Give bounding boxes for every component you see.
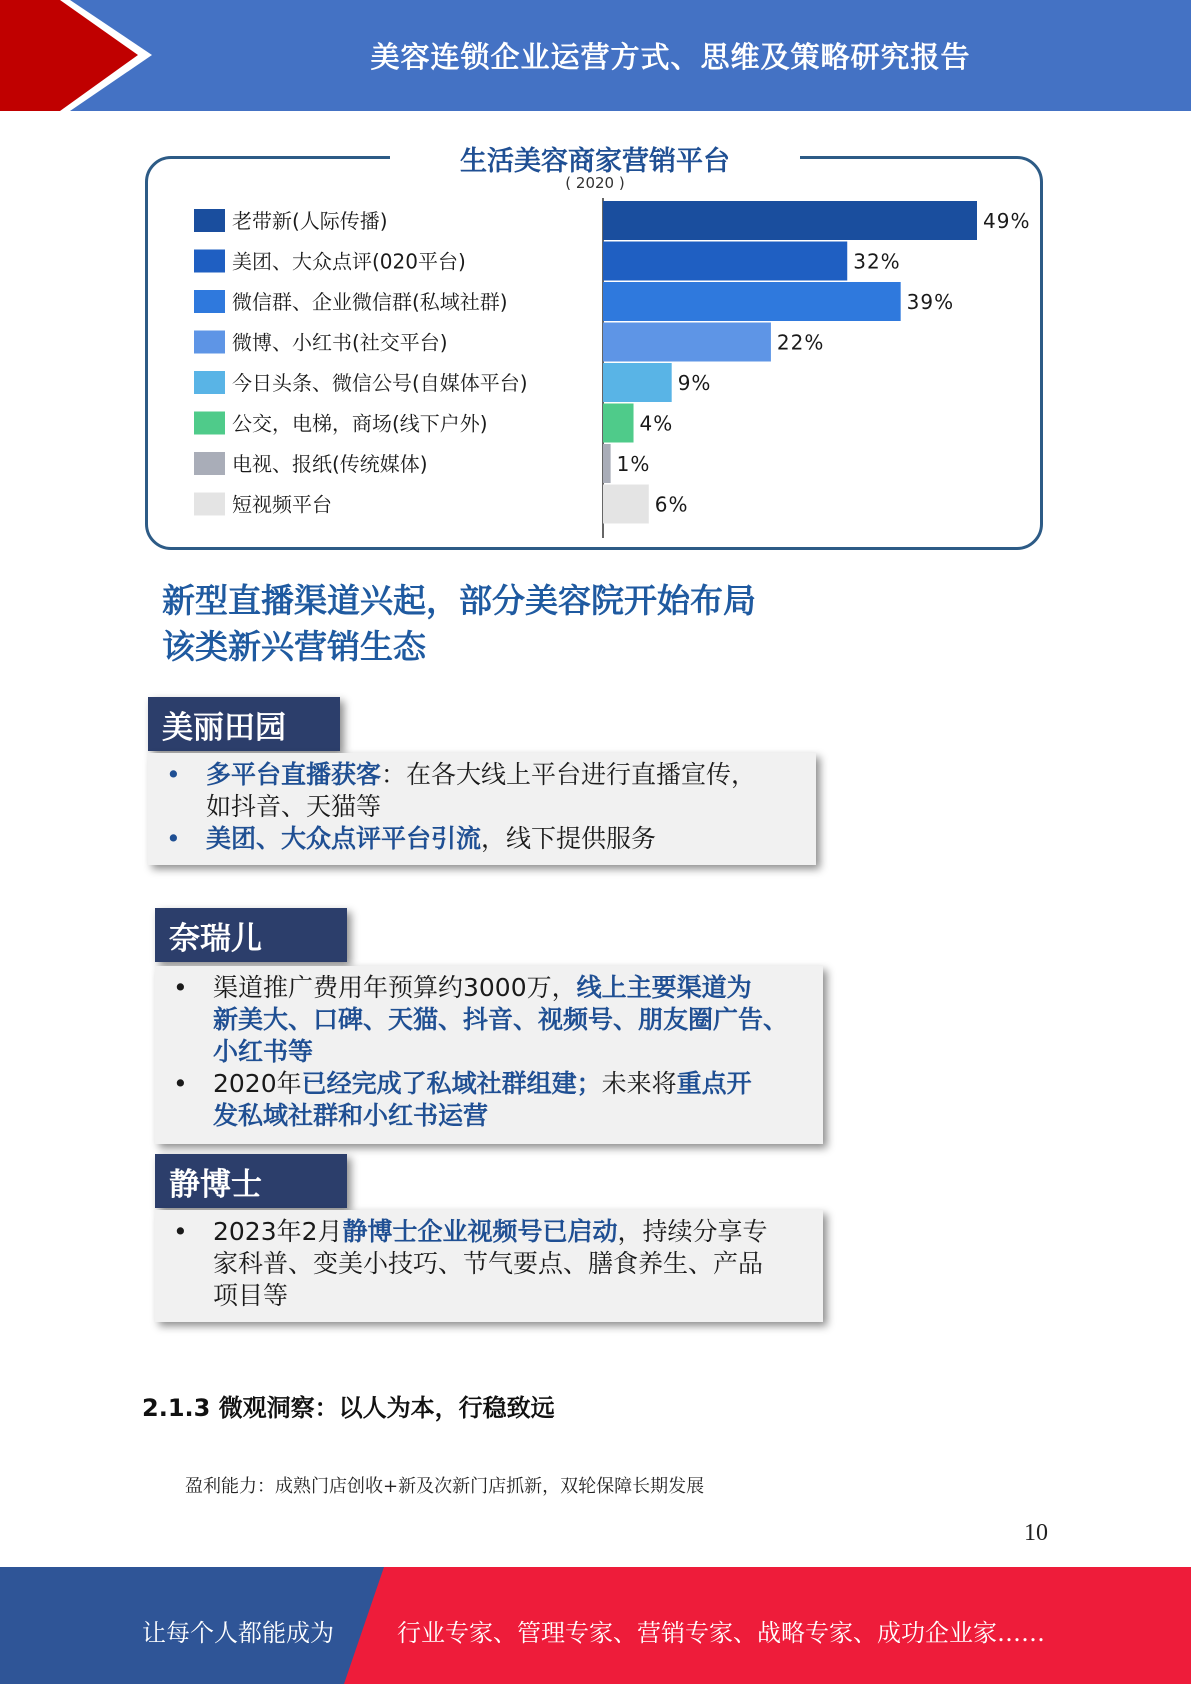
bullet-text: [213, 1216, 768, 1248]
bullet-line: [165, 972, 811, 1004]
section-heading-line2: 该类新兴营销生态: [162, 627, 426, 666]
value-label: 6%: [654, 492, 689, 517]
case-label-meili: 美丽田园: [148, 697, 340, 751]
bullet-text: [206, 823, 656, 855]
bullet-line: [158, 791, 804, 823]
bar: [603, 282, 901, 321]
highlight-text: 重点开: [676, 1069, 752, 1098]
chart-title: 生活美容商家营销平台: [390, 139, 800, 178]
footer-slogan-left: 让每个人都能成为: [142, 1619, 334, 1647]
bullet-marker: •: [166, 824, 181, 853]
subsection-title: 2.1.3 微观洞察：以人为本，行稳致远: [142, 1394, 555, 1422]
value-label: 1%: [616, 452, 651, 476]
value-label: 9%: [677, 371, 712, 395]
category-label: 短视频平台: [232, 492, 332, 517]
category-label: 电视、报纸(传统媒体): [232, 452, 428, 476]
bullet-line: [158, 759, 804, 791]
bullet-marker: •: [173, 1217, 188, 1246]
plain-text: 未来将: [601, 1069, 677, 1098]
plain-text: ，持续分享专: [617, 1217, 768, 1246]
case-label-nairuier: 奈瑞儿: [155, 908, 347, 962]
body-text: 盈利能力：成熟门店创收+新及次新门店抓新，双轮保障长期发展: [185, 1476, 705, 1497]
bar: [603, 201, 977, 240]
highlight-text: 静博士企业视频号已启动: [342, 1217, 618, 1246]
section-heading: [162, 578, 862, 670]
bar: [603, 323, 771, 362]
chart-subtitle: ( 2020 ): [565, 174, 625, 192]
page-number: 10: [1024, 1520, 1048, 1546]
highlight-text: 新美大、口碑、天猫、抖音、视频号、朋友圈广告、: [213, 1005, 789, 1034]
category-label: 公交，电梯，商场(线下户外): [232, 411, 488, 436]
legend-swatch: [194, 209, 225, 232]
bullet-marker: •: [173, 1069, 188, 1098]
bullet-text: [213, 1036, 313, 1068]
bullet-line: [165, 1280, 811, 1312]
value-label: 32%: [853, 249, 901, 274]
value-label: 4%: [639, 411, 674, 436]
bullet-marker: [165, 1248, 213, 1280]
category-label: 今日头条、微信公号(自媒体平台): [232, 371, 528, 395]
value-label: 22%: [776, 330, 825, 355]
highlight-text: 多平台直播获客: [206, 760, 382, 789]
plain-text: 渠道推广费用年预算约3000万，: [213, 973, 577, 1002]
bar: [603, 404, 634, 443]
bullet-marker: •: [166, 760, 181, 789]
bullet-text: [213, 1068, 752, 1100]
value-label: 39%: [906, 290, 955, 314]
bullet-line: [165, 1216, 811, 1248]
legend-swatch: [194, 290, 225, 313]
category-label: 微博、小红书(社交平台): [232, 330, 448, 355]
bullet-text: [213, 1248, 763, 1280]
plain-text: 项目等: [213, 1281, 289, 1310]
bar: [603, 485, 649, 524]
bullet-line: [165, 1036, 811, 1068]
bullet-marker: [165, 1036, 213, 1068]
bullet-line: [165, 1068, 811, 1100]
case-box-meili: [148, 753, 816, 865]
legend-swatch: [194, 250, 225, 273]
report-title: 美容连锁企业运营方式、思维及策略研究报告: [370, 40, 971, 74]
highlight-text: 线上主要渠道为: [576, 973, 752, 1002]
value-label: 49%: [983, 209, 1031, 233]
bullet-line: [165, 1100, 811, 1132]
highlight-text: 发私域社群和小红书运营: [213, 1101, 489, 1130]
case-box-nairuier: [155, 966, 823, 1144]
bullet-text: [213, 1100, 488, 1132]
bullet-marker: [158, 791, 206, 823]
plain-text: 如抖音、天猫等: [206, 792, 382, 821]
bullet-line: [165, 1004, 811, 1036]
footer-slogan-right: 行业专家、管理专家、营销专家、战略专家、成功企业家……: [397, 1619, 1045, 1647]
highlight-text: 美团、大众点评平台引流: [206, 824, 482, 853]
bullet-marker: [165, 1100, 213, 1132]
bullet-marker: [165, 1280, 213, 1312]
legend-swatch: [194, 452, 225, 475]
bar: [603, 363, 672, 402]
plain-text: 2023年2月: [213, 1217, 343, 1246]
highlight-text: 已经完成了私域社群组建；: [301, 1069, 602, 1098]
bullet-line: [165, 1248, 811, 1280]
case-box-jingboshi: [155, 1210, 823, 1322]
bullet-line: [158, 823, 804, 855]
legend-swatch: [194, 412, 225, 435]
bullet-text: [206, 759, 756, 791]
bar-chart: [0, 0, 1191, 560]
plain-text: ，线下提供服务: [481, 824, 657, 853]
bar: [603, 242, 847, 281]
plain-text: 2020年: [213, 1069, 302, 1098]
highlight-text: 小红书等: [213, 1037, 314, 1066]
category-label: 微信群、企业微信群(私域社群): [232, 290, 508, 314]
plain-text: 家科普、变美小技巧、节气要点、膳食养生、产品: [213, 1249, 764, 1278]
bullet-text: [213, 1280, 288, 1312]
plain-text: ：在各大线上平台进行直播宣传，: [381, 760, 757, 789]
bar: [603, 444, 611, 483]
legend-swatch: [194, 331, 225, 354]
category-label: 美团、大众点评(020平台): [232, 249, 466, 274]
section-heading-line1: 新型直播渠道兴起，部分美容院开始布局: [162, 581, 756, 620]
legend-swatch: [194, 371, 225, 394]
case-label-jingboshi: 静博士: [155, 1154, 347, 1208]
bullet-text: [206, 791, 381, 823]
bullet-text: [213, 1004, 788, 1036]
bullet-text: [213, 972, 752, 1004]
legend-swatch: [194, 493, 225, 516]
bullet-marker: [165, 1004, 213, 1036]
category-label: 老带新(人际传播): [232, 209, 388, 233]
bullet-marker: •: [173, 973, 188, 1002]
